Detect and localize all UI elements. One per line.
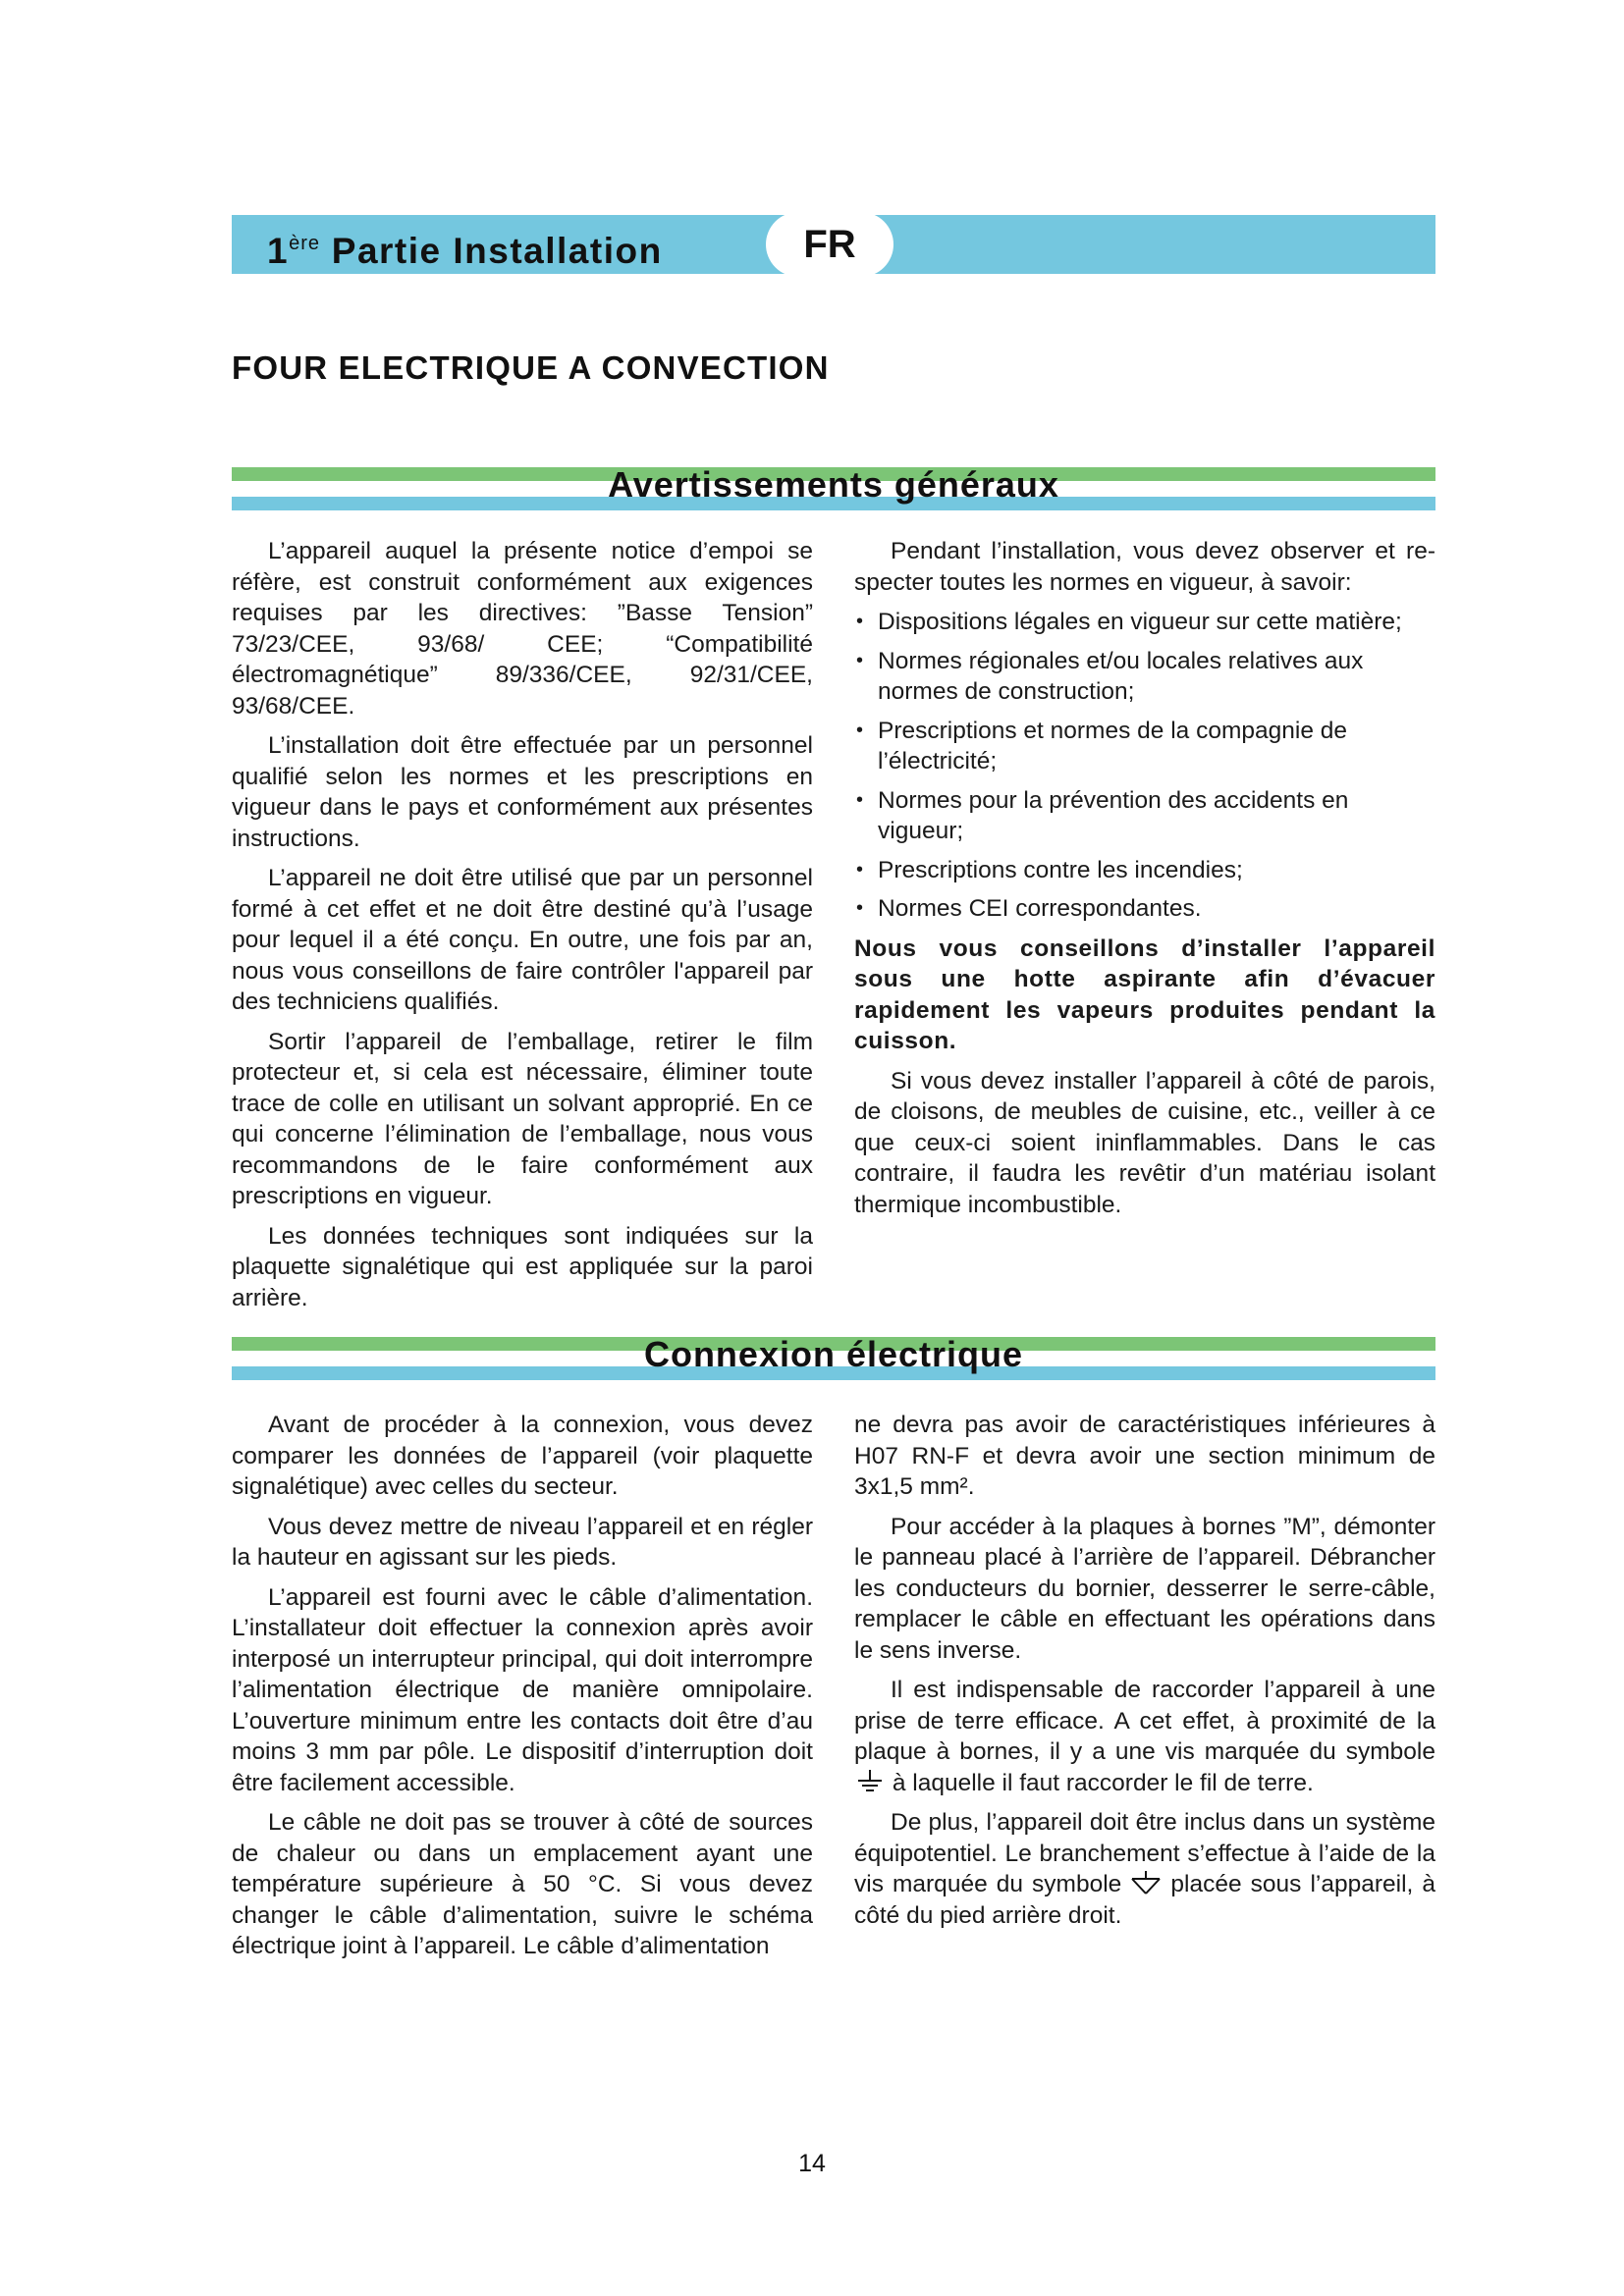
list-item: • Prescriptions contre les incendies;	[854, 855, 1435, 886]
paragraph: ne devra pas avoir de caractéristiques inférieures à H07 RN-F et devra avoir une section minimum de 3x1,5 mm².	[854, 1412, 1435, 1500]
paragraph: Avant de procéder à la connexion, vous devez comparer les données de l’appareil (voir plaquette signalétique) avec celles du secteur.	[232, 1412, 813, 1500]
list-item: • Normes CEI correspondantes.	[854, 893, 1435, 925]
earth-paragraph: Il est indispensable de raccorder l’appareil à une prise de terre efficace. A cet effet, à proximité de la plaque à bornes, il y a une vis marquée du symbole à laquelle il faut raccorder le fil de terre.	[854, 1677, 1435, 1796]
earth-ground-icon	[854, 1769, 886, 1794]
paragraph: Sortir l’appareil de l’emballage, retirer le film protecteur et, si cela est nécessaire, éliminer toute trace de colle en utilisant un solvant approprié. En ce qui concerne l’élimination de l’emballage, nous vous recommandons de le faire conformément aux prescriptions en vigueur.	[232, 1028, 813, 1209]
list-item: • Normes pour la prévention des accidents en vigueur;	[854, 785, 1435, 847]
norms-list	[854, 607, 1435, 925]
list-item: • Prescriptions et normes de la compagnie de l’électricité;	[854, 716, 1435, 777]
paragraph: Les données techniques sont indiquées sur la plaquette signalétique qui est appliquée sur la paroi arrière.	[232, 1222, 813, 1311]
electrical-left-column	[232, 1410, 813, 1971]
paragraph: L’appareil ne doit être utilisé que par un personnel formé à cet effet et ne doit être destiné qu’à l’usage pour lequel il a été conçu. En outre, une fois par an, nous vous conseillons de faire contrôler l'appareil par des techniciens qualifiés.	[232, 865, 813, 1015]
paragraph: L’installation doit être effectuée par un personnel qualifié selon les normes et les prescriptions en vigueur dans le pays et conformément aux présentes instructions.	[232, 732, 813, 852]
paragraph: L’appareil est fourni avec le câble d’alimentation. L’installateur doit effectuer la connexion après avoir interposé un interrupteur principal, qui doit interrompre l’alimentation électrique de manière omnipolaire. L’ouverture minimum entre les contacts doit être d’au moins 3 mm par pôle. Le dispositif d’interruption doit être facilement accessible.	[232, 1583, 813, 1796]
document-title: FOUR ELECTRIQUE A CONVECTION	[232, 349, 830, 386]
warnings-left-column	[232, 536, 813, 1322]
warnings-right-column	[854, 536, 1435, 1229]
paragraph: Si vous devez installer l’appareil à côté de parois, de cloisons, de meubles de cuisine, etc., veiller à ce que ceux-ci soient ininflammables. Dans le cas contraire, il faudra les revêtir d’un matériau isolant thermique incombustible.	[854, 1067, 1435, 1218]
section-heading-electrical: Connexion électrique	[232, 1337, 1435, 1380]
paragraph: L’appareil auquel la présente notice d’empoi se réfère, est construit conformément aux exigences requises par les directives: ”Basse Tension” 73/23/CEE, 93/68/ CEE; “Compatibilité électromagnétique” 89/336/CEE, 92/31/CEE, 93/68/CEE.	[232, 538, 813, 720]
electrical-right-column	[854, 1410, 1435, 1940]
paragraph: Pour accéder à la plaques à bornes ”M”, démonter le panneau placé à l’arrière de l’appareil. Débrancher les conducteurs du bornier, desserrer le serre-câble, remplacer le câble en effectuant les opérations dans le sens inverse.	[854, 1513, 1435, 1664]
hood-recommendation: Nous vous conseillons d’installer l’appareil sous une hotte aspirante afin d’évacuer rapidement les vapeurs produites pendant la cuisson.	[854, 934, 1435, 1054]
equipotential-paragraph: De plus, l’appareil doit être inclus dans un système équipotentiel. Le branchement s’effectue à l’aide de la vis marquée du symbole placée sous l’appareil, à côté du pied arrière droit.	[854, 1809, 1435, 1929]
equipotential-icon	[1130, 1870, 1162, 1896]
paragraph: Pendant l’installation, vous devez observer et re-specter toutes les normes en vigueur, à savoir:	[854, 538, 1435, 596]
list-item: • Dispositions légales en vigueur sur cette matière;	[854, 607, 1435, 638]
language-badge: FR	[766, 212, 893, 277]
paragraph: Le câble ne doit pas se trouver à côté de sources de chaleur ou dans un emplacement ayant une température supérieure à 50 °C. Si vous devez changer le câble d’alimentation, suivre le schéma électrique joint à l’appareil. Le câble d’alimentation	[232, 1809, 813, 1959]
section-heading-warnings: Avertissements généraux	[232, 467, 1435, 510]
paragraph: Vous devez mettre de niveau l’appareil et en régler la hauteur en agissant sur les pieds.	[232, 1513, 813, 1571]
list-item: • Normes régionales et/ou locales relatives aux normes de construction;	[854, 646, 1435, 708]
part-title: 1ère Partie Installation	[267, 231, 663, 271]
page-number: 14	[798, 2150, 826, 2177]
